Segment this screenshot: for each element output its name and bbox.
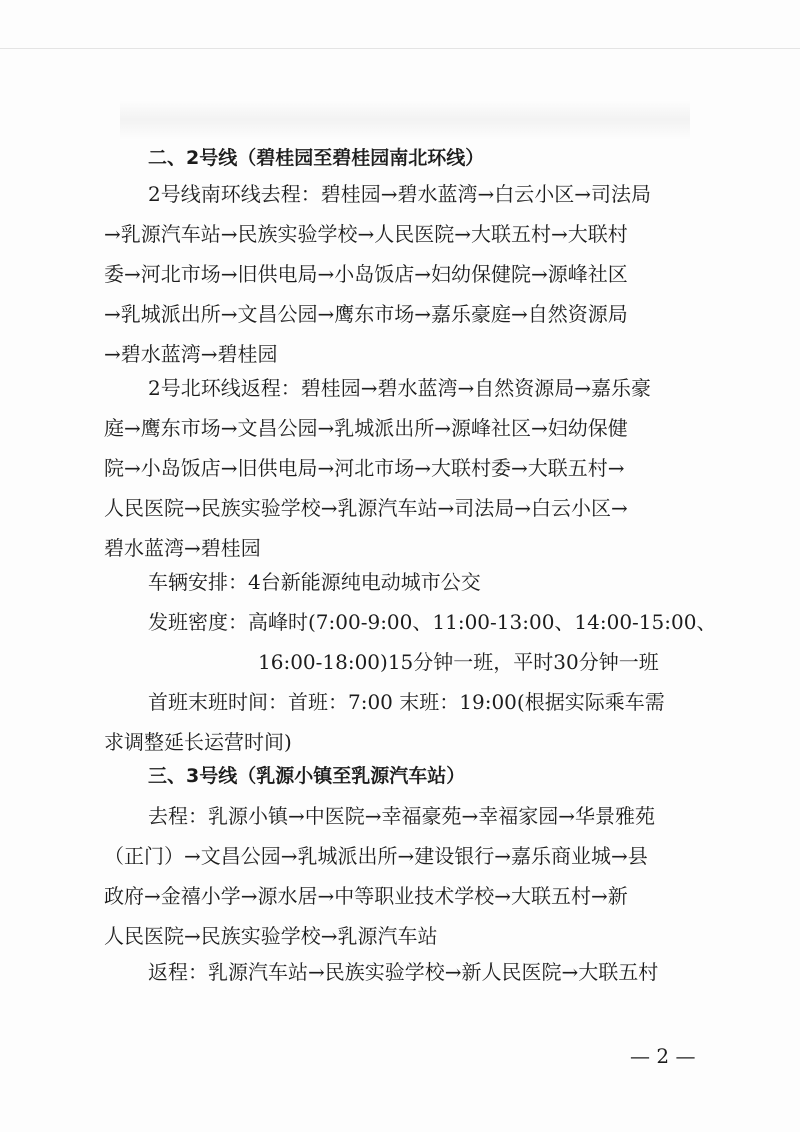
route2-north-return-line-4: 人民医院→民族实验学校→乳源汽车站→司法局→白云小区→ (104, 496, 628, 520)
departure-frequency-line-1: 发班密度：高峰时(7:00-9:00、11:00-13:00、14:00-15:00、 (148, 610, 717, 634)
vehicle-arrangement-line: 车辆安排：4台新能源纯电动城市公交 (148, 570, 481, 594)
first-last-bus-line-2: 求调整延长运营时间) (104, 730, 292, 754)
route2-south-outbound-line-5: →碧水蓝湾→碧桂园 (104, 342, 278, 366)
route3-return-line-1: 返程：乳源汽车站→民族实验学校→新人民医院→大联五村 (148, 960, 659, 984)
route2-north-return-line-3: 院→小岛饭店→旧供电局→河北市场→大联村委→大联五村→ (104, 456, 625, 480)
section-heading-line-3: 三、3号线（乳源小镇至乳源汽车站） (148, 765, 466, 787)
section-heading-line-2: 二、2号线（碧桂园至碧桂园南北环线） (148, 147, 485, 169)
page-number: — 2 — (630, 1044, 696, 1068)
route2-south-outbound-line-1: 2号线南环线去程：碧桂园→碧水蓝湾→白云小区→司法局 (148, 182, 651, 206)
route2-south-outbound-line-4: →乳城派出所→文昌公园→鹰东市场→嘉乐豪庭→自然资源局 (104, 302, 628, 326)
route2-south-outbound-line-3: 委→河北市场→旧供电局→小岛饭店→妇幼保健院→源峰社区 (104, 262, 628, 286)
first-last-bus-line-1: 首班末班时间：首班：7:00 末班：19:00(根据实际乘车需 (148, 690, 665, 714)
route3-outbound-line-3: 政府→金禧小学→源水居→中等职业技术学校→大联五村→新 (104, 884, 628, 908)
route2-north-return-line-5: 碧水蓝湾→碧桂园 (104, 536, 261, 560)
route2-north-return-line-1: 2号北环线返程：碧桂园→碧水蓝湾→自然资源局→嘉乐豪 (148, 376, 651, 400)
top-edge-line (0, 48, 800, 49)
route2-south-outbound-line-2: →乳源汽车站→民族实验学校→人民医院→大联五村→大联村 (104, 222, 628, 246)
bleed-through-title (120, 100, 690, 140)
route2-north-return-line-2: 庭→鹰东市场→文昌公园→乳城派出所→源峰社区→妇幼保健 (104, 416, 628, 440)
departure-frequency-line-2: 16:00-18:00)15分钟一班，平时30分钟一班 (258, 650, 659, 674)
route3-outbound-line-2: （正门）→文昌公园→乳城派出所→建设银行→嘉乐商业城→县 (104, 844, 648, 868)
route3-outbound-line-1: 去程：乳源小镇→中医院→幸福豪苑→幸福家园→华景雅苑 (148, 804, 656, 828)
route3-outbound-line-4: 人民医院→民族实验学校→乳源汽车站 (104, 924, 438, 948)
